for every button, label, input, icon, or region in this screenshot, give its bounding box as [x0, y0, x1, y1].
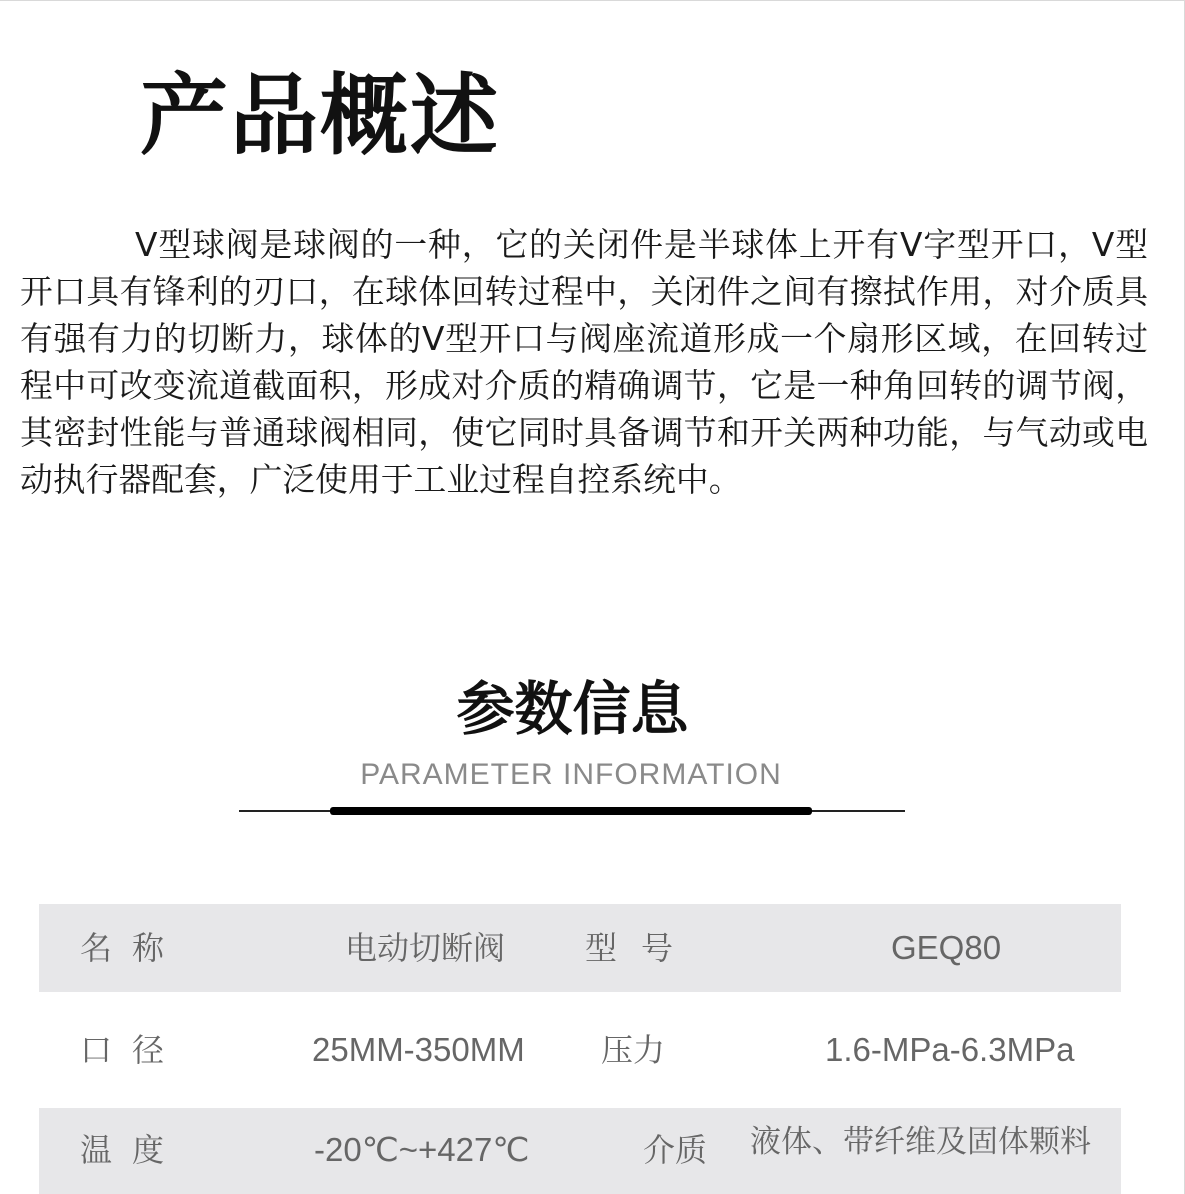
section-divider-accent [330, 807, 812, 815]
param-label-diameter: 口径 [80, 1031, 185, 1069]
param-value-name: 电动切断阀 [345, 929, 506, 967]
param-value-diameter: 25MM-350MM [312, 1031, 525, 1068]
overview-title: 产品概述 [140, 64, 501, 167]
param-value-pressure: 1.6-MPa-6.3MPa [825, 1031, 1075, 1068]
param-value-medium: 液体、带纤维及固体颗料 [750, 1124, 1091, 1160]
param-row-name-model [39, 904, 1121, 992]
param-row-diameter-pressure [39, 1006, 1121, 1094]
params-subtitle: PARAMETER INFORMATION [360, 758, 782, 791]
param-value-temperature: -20℃~+427℃ [314, 1131, 530, 1168]
param-label-model: 型号 [585, 929, 698, 967]
param-label-pressure: 压力 [601, 1031, 666, 1069]
param-label-medium: 介质 [643, 1131, 708, 1169]
param-label-name: 名称 [80, 929, 185, 967]
param-row-temperature-medium [39, 1108, 1121, 1194]
overview-body: V型球阀是球阀的一种，它的关闭件是半球体上开有V字型开口，V型开口具有锋利的刃口，在球体回转过程中，关闭件之间有擦拭作用，对介质具有强有力的切断力，球体的V型开口与阀座流道形成一个扇形区域，在回转过程中可改变流道截面积，形成对介质的精确调节，它是一种角回转的调节阀，其密封性能与普通球阀相同，使它同时具备调节和开关两种功能，与气动或电动执行器配套，广泛使用于工业过程自控系统中。 [20, 226, 1148, 499]
param-value-model: GEQ80 [891, 929, 1002, 966]
param-label-temperature: 温度 [80, 1131, 185, 1169]
top-border [0, 0, 1185, 1]
params-title: 参数信息 [456, 675, 689, 743]
